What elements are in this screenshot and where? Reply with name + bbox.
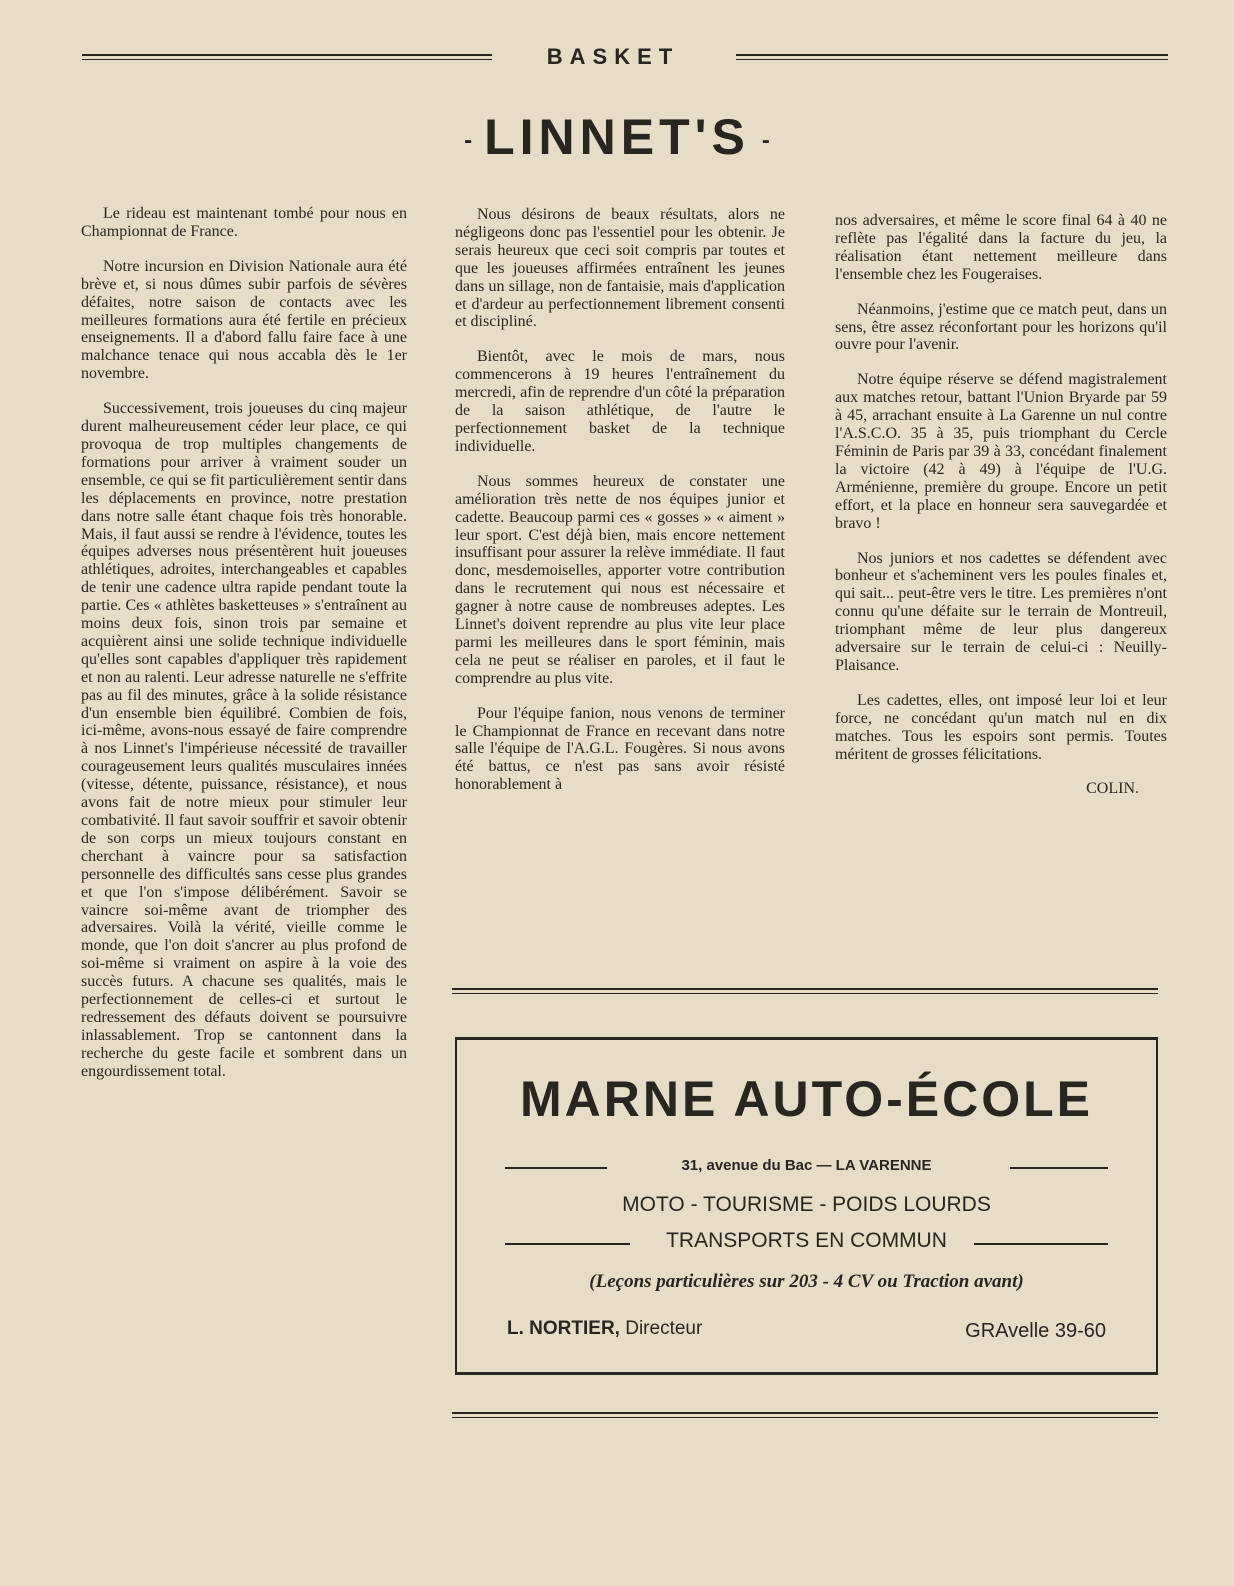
paragraph: Les cadettes, elles, ont imposé leur loi et leur force, ne concédant qu'un match nul en dix matches. Tous les espoirs sont permis. Toutes méritent de grosses félicitations.: [835, 691, 1167, 763]
ad-separator-bottom: [452, 1412, 1158, 1418]
title-dash-left: -: [464, 126, 473, 154]
paragraph: Bientôt, avec le mois de mars, nous commencerons à 19 heures l'entraînement du mercredi, afin de reprendre d'un côté la préparation de la saison athlétique, de l'autre le perfectionnement basket de la technique individuelle.: [455, 348, 785, 455]
paragraph: Néanmoins, j'estime que ce match peut, dans un sens, être assez réconfortant pour les horizons qu'il ouvre pour l'avenir.: [835, 300, 1167, 354]
article-title: [0, 108, 1234, 166]
ad-company-name: MARNE AUTO-ÉCOLE: [520, 1071, 1093, 1127]
ad-separator-top: [452, 988, 1158, 994]
paragraph: nos adversaires, et même le score final 64 à 40 ne reflète pas l'égalité dans la facture du jeu, la réalisation étant nettement meilleure dans l'ensemble chez les Fougeraises.: [835, 212, 1167, 283]
author-signature: COLIN.: [1086, 780, 1139, 798]
director-title: Directeur: [625, 1318, 703, 1339]
article-column-2: [455, 206, 785, 811]
paragraph: Notre incursion en Division Nationale aura été brève et, si nous dûmes subir parfois de sévères défaites, notre saison de contacts avec les meilleures formations aura été fertile en précieux enseignements. Il a d'abord fallu faire face à une malchance tenace qui nous accabla dès le 1er novembre.: [81, 257, 407, 383]
paragraph: Successivement, trois joueuses du cinq majeur durent malheureusement céder leur place, ce qui provoqua de trop multiples changements de formations pour arriver à vraiment souder un ensemble, ce qui se fit particulièrement sentir dans les déplacements en province, notre prestation dans notre salle étant chaque fois très honorable. Mais, il faut aussi se rendre à l'évidence, toutes les équipes adverses nous présentèrent huit joueuses athlétiques, adroites, interchangeables et capables de tenir une cadence ultra rapide pendant toute la partie. Ces « athlètes basketteuses » s'entraînent au moins deux fois, sinon trois par semaine et acquièrent ainsi une solide technique individuelle qu'elles sont capables d'appliquer très rapidement et non au ralenti. Leur adresse naturelle ne s'effrite pas au fil des minutes, grâce à la solide résistance d'un ensemble bien équilibré. Combien de fois, ici-même, avons-nous essayé de faire comprendre à nos Linnet's l'impérieuse nécessité de travailler courageusement leurs qualités musculaires innées (vitesse, détente, puissance, résistance), et nous avons fait de notre mieux pour stimuler leur combativité. Il faut savoir souffrir et savoir obtenir de son corps un mieux toujours constant en cherchant à vaincre pour sa satisfaction personnelle des difficultés sans cesse plus grandes et que l'on s'impose délibérément. Savoir se vaincre soi-même avant de triompher des adversaires. Voilà la vérité, vieille comme le monde, que l'on doit s'ancrer au plus profond de soi-même si vraiment on aspire à la voie des succès futurs. A chacune ses qualités, mais le perfectionnement de celles-ci et surtout le redressement des défauts doivent se poursuivre inlassablement. Trop se cantonnent dans la recherche du geste facile et sombrent dans un engourdissement total.: [81, 400, 407, 1080]
title-text: LINNET'S: [484, 109, 750, 165]
section-label: BASKET: [546, 44, 680, 69]
ad-divider-right-2: [974, 1243, 1108, 1245]
ad-divider-right: [1010, 1167, 1108, 1169]
article-column-1: [81, 205, 407, 1098]
ad-services-line-2: TRANSPORTS EN COMMUN: [666, 1229, 947, 1252]
paragraph: Notre équipe réserve se défend magistralement aux matches retour, battant l'Union Bryarde par 59 à 45, arrachant ensuite à La Garenne un nul contre l'A.S.C.O. 35 à 35, puis triomphant du Cercle Féminin de Paris par 39 à 33, concédant finalement la victoire (42 à 49) à l'équipe de l'U.G. Arménienne, première du groupe. Encore un petit effort, et la place en honneur sera sauvegardée et bravo !: [835, 371, 1167, 532]
ad-director: [507, 1318, 702, 1340]
ad-services-line-1: MOTO - TOURISME - POIDS LOURDS: [622, 1193, 991, 1216]
ad-address: 31, avenue du Bac — LA VARENNE: [681, 1157, 932, 1174]
header-rule-right: [736, 54, 1168, 60]
ad-lessons-note: (Leçons particulières sur 203 - 4 CV ou Traction avant): [589, 1271, 1024, 1292]
article-column-3: [835, 212, 1167, 798]
ad-phone: GRAvelle 39-60: [965, 1320, 1106, 1342]
director-name: L. NORTIER,: [507, 1318, 620, 1339]
paragraph: Nous sommes heureux de constater une amélioration très nette de nos équipes junior et cadette. Beaucoup parmi ces « gosses » « aiment » leur sport. C'est déjà bien, mais encore nettement insuffisant pour assurer la relève immédiate. Il faut donc, mesdemoiselles, apporter votre contribution dans le recrutement qui nous est nécessaire et gagner à notre cause de nombreuses adeptes. Les Linnet's doivent reprendre au plus vite leur place parmi les meilleures dans le sport féminin, mais cela ne peut se réaliser en paroles, et il faut le comprendre au plus vite.: [455, 472, 785, 687]
title-dash-right: -: [761, 126, 770, 154]
paragraph: Nos juniors et nos cadettes se défendent avec bonheur et s'acheminent vers les poules finales et, qui sait... peut-être vers le titre. Les premières n'ont connu qu'une défaite sur le terrain de Montreuil, triomphant même de leur plus dangereux adversaire sur le terrain de celui-ci : Neuilly-Plaisance.: [835, 549, 1167, 674]
advertisement-box: [455, 1037, 1158, 1375]
paragraph: Pour l'équipe fanion, nous venons de terminer le Championnat de France en recevant dans notre salle l'équipe de l'A.G.L. Fougères. Si nous avons été battus, ce n'est pas sans avoir résisté honorablement à: [455, 704, 785, 794]
header-rule-left: [82, 54, 492, 60]
paragraph: Le rideau est maintenant tombé pour nous en Championnat de France.: [81, 205, 407, 240]
paragraph: Nous désirons de beaux résultats, alors ne négligeons donc pas l'essentiel pour les obtenir. Je serais heureux que ceci soit compris par toutes et que les joueuses affirmées entraînent les jeunes dans un sillage, non de fantaisie, mais d'application et d'ardeur au perfectionnement librement consenti et discipliné.: [455, 206, 785, 331]
